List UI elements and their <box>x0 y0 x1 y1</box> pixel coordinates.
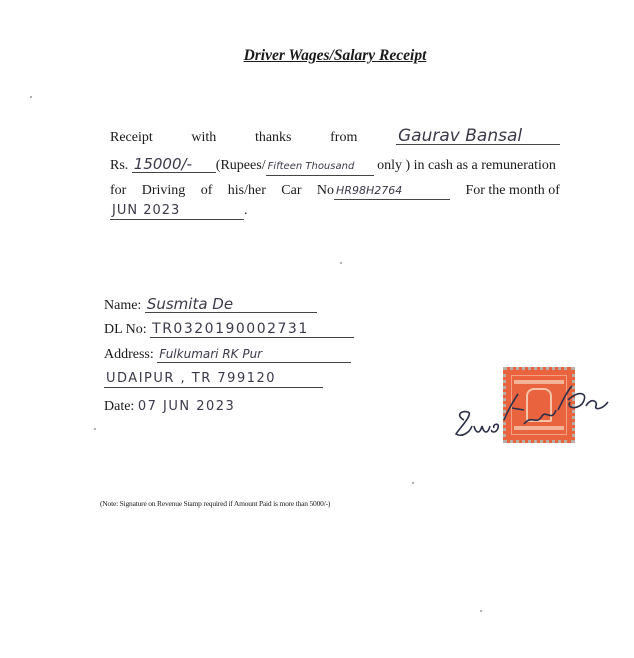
signature-image <box>452 380 612 450</box>
date-value: 07 JUN 2023 <box>137 399 236 414</box>
address-line-2: UDAIPUR , TR 799120 <box>104 371 323 388</box>
car-word: Car <box>281 183 302 198</box>
scan-speck <box>340 262 342 264</box>
driver-name-row <box>104 296 554 315</box>
amount-in-words: Fifteen Thousand <box>266 159 374 176</box>
receipt-line-4 <box>110 202 560 220</box>
date-label: Date: <box>104 399 135 414</box>
car-no-label: No <box>316 183 335 198</box>
for-word: for <box>110 183 127 198</box>
rs-label: Rs. <box>110 158 129 173</box>
for-the-month-label: For the month of <box>465 183 560 198</box>
rupees-label: (Rupees <box>215 158 262 173</box>
with-word: with <box>191 130 217 145</box>
payer-name: Gaurav Bansal <box>396 128 560 145</box>
receipt-line-3 <box>110 182 560 200</box>
cash-text: only ) in cash as a remuneration <box>377 158 556 173</box>
document-title: Driver Wages/Salary Receipt <box>243 47 427 64</box>
receipt-word: Receipt <box>110 130 153 145</box>
dl-label: DL No: <box>104 322 147 337</box>
thanks-word: thanks <box>254 130 292 145</box>
address-row <box>104 346 554 364</box>
from-word: from <box>330 130 358 145</box>
address-label: Address: <box>104 347 154 362</box>
scan-speck <box>480 610 482 612</box>
month-value: JUN 2023 <box>110 203 244 220</box>
dl-row <box>104 321 554 339</box>
of-word: of <box>200 183 213 198</box>
driver-name: Susmita De <box>145 296 317 313</box>
month-period: . <box>244 203 248 218</box>
scan-speck <box>30 96 32 98</box>
receipt-line-1 <box>110 128 560 147</box>
dl-number: TR0320190002731 <box>150 321 354 338</box>
his-her-word: his/her <box>227 183 266 198</box>
address-line-1: Fulkumari RK Pur <box>157 346 351 363</box>
receipt-line-2: Rs. 15000/- (Rupees/ Fifteen Thousand only ) in cash as a remuneration <box>110 156 560 176</box>
amount-value: 15000/- <box>132 156 216 173</box>
car-number: HR98H2764 <box>334 183 450 200</box>
driving-word: Driving <box>141 183 186 198</box>
name-label: Name: <box>104 298 142 313</box>
scan-speck <box>412 482 414 484</box>
note-text: (Note: Signature on Revenue Stamp required if Amount Paid is more than 5000/-) <box>100 499 331 508</box>
scan-speck <box>94 428 96 430</box>
